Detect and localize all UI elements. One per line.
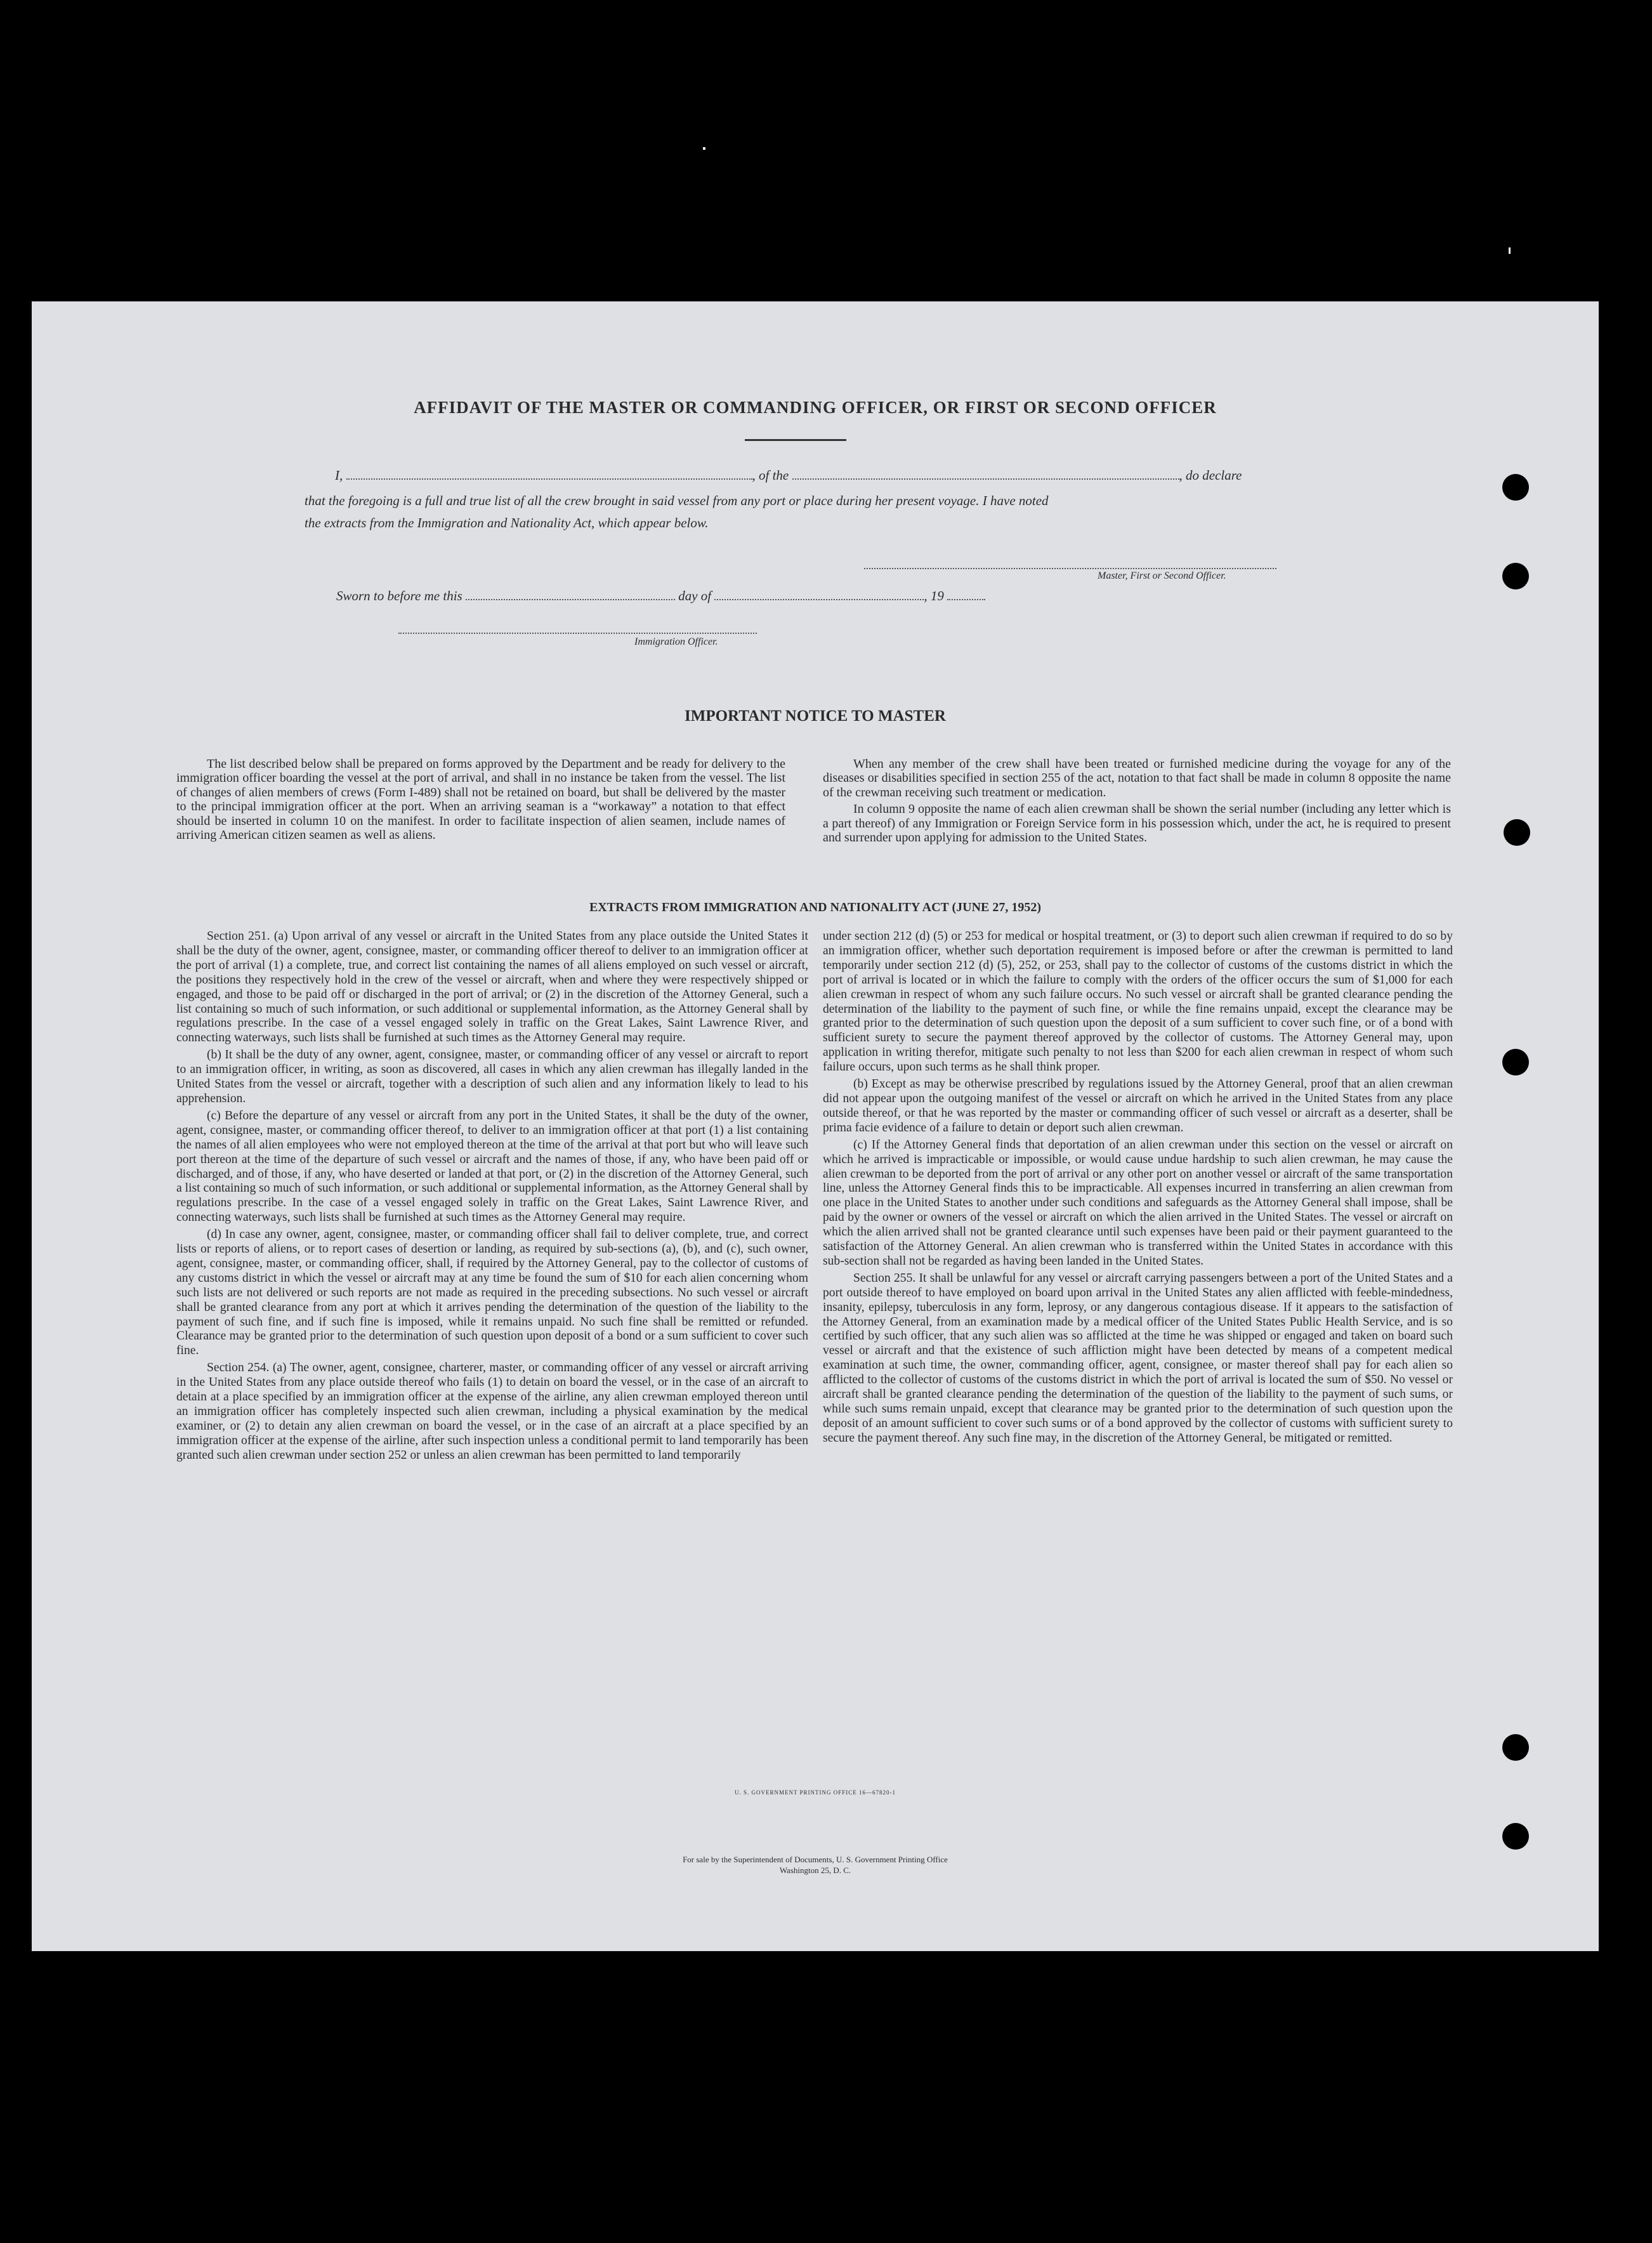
declaration-text-2: the extracts from the Immigration and Nationality Act, which appear below.: [305, 515, 709, 530]
sworn-day-blank[interactable]: [466, 595, 675, 600]
extracts-left-column: [176, 930, 808, 1463]
section-254-c: (c) If the Attorney General finds that deportation of an alien crewman under this section on the vessel or aircraft on which he arrived is impracticable or impossible, or would cause undue hardship to such alien crewman, he may cause the alien crewman to be deported from the port of arrival or any other port on another vessel or aircraft of the same transportation line, unless the Attorney General finds this to be impracticable. All expenses incurred in transferring an alien crewman from one place in the United States to another under such conditions and safeguards as the Attorney General shall impose, shall be paid by the owner or owners of the vessel or aircraft on which the alien arrived in the United States. The vessel or aircraft on which the alien arrived shall not be granted clearance until such expenses have been paid or their payment guaranteed to the satisfaction of the Attorney General. An alien crewman who is transferred within the United States in accordance with this sub-section shall not be regarded as having been landed in the United States.: [823, 1138, 1453, 1268]
sworn-label: Sworn to before me this: [336, 588, 462, 603]
section-254-a-continued: under section 212 (d) (5) or 253 for medical or hospital treatment, or (3) to deport such alien crewman if required to do so by an immigration officer, whether such deportation requirement is imposed before or after the crewman is permitted to land temporarily under section 212 (d) (5), 252, or 253, shall pay to the collector of customs of the customs district in which the port of arrival is located or in which the failure to comply with the orders of the officer occurs the sum of $1,000 for each alien crewman in respect of whom any such failure occurs. No such vessel or aircraft shall be granted clearance pending the determination of the liability to the payment of such fine, or while the fine remains unpaid, except the clearance may be granted prior to the determination of such question upon the deposit of a sum sufficient to cover such fine, or of a bond with sufficient surety to secure the payment thereof approved by the collector of customs. The Attorney General may, upon application in writing therefor, mitigate such penalty to not less than $200 for each alien crewman in respect of whom such failure occurs, upon such terms as he shall think proper.: [823, 930, 1453, 1074]
binder-hole: [1504, 819, 1530, 846]
section-255: Section 255. It shall be unlawful for any vessel or aircraft carrying passengers between a port of the United States and a port outside thereof to have employed on board upon arrival in the United States any alien afflicted with feeble-mindedness, insanity, epilepsy, tuberculosis in any form, leprosy, or any dangerous contagious disease. If it appears to the satisfaction of the Attorney General, from an examination made by a medical officer of the United States Public Health Service, and is so certified by such officer, that any such alien was so afflicted at the time he was shipped or engaged and taken on board such vessel or aircraft and that the existence of such affliction might have been detected by means of a competent medical examination at such time, the owner, commanding officer, agent, consignee, or master thereof shall pay for each alien so afflicted to the collector of customs of the customs district in which the port of arrival is located the sum of $50. No vessel or aircraft shall be granted clearance pending the determination of the question of the liability to the payment of such sums, or while such sums remain unpaid, except that clearance may be granted prior to the determination of such question upon the deposit of an amount sufficient to cover such sums or of a bond approved by the collector of customs with sufficient surety to secure the payment thereof. Any such fine may, in the discretion of the Attorney General, be mitigated or remitted.: [823, 1271, 1453, 1445]
master-signature-line[interactable]: [864, 568, 1276, 569]
of-the-label: , of the: [752, 468, 789, 483]
title-rule: [745, 439, 846, 441]
scan-speck: [1509, 247, 1511, 254]
notice-right-paragraph-1: When any member of the crew shall have been treated or furnished medicine during the voyage for any of the diseases or disabilities specified in section 255 of the act, notation to that fact shall be made in column 8 opposite the name of the crewman receiving such treatment or medication.: [823, 757, 1451, 799]
extracts-right-column: [823, 930, 1453, 1446]
declaration-line: [335, 468, 1242, 483]
sworn-year-blank[interactable]: [947, 595, 985, 600]
name-blank[interactable]: [346, 475, 752, 480]
section-254-b: (b) Except as may be otherwise prescribed by regulations issued by the Attorney General, proof that an alien crewman did not appear upon the outgoing manifest of the vessel or aircraft on which he arrived in the United States from any place outside thereof, or that he was reported by the master or commanding officer of such vessel or aircraft as a deserter, shall be prima facie evidence of a failure to detain or deport such alien crewman.: [823, 1077, 1453, 1135]
year-label: , 19: [924, 588, 944, 603]
sworn-line: [336, 588, 985, 604]
binder-hole: [1502, 1049, 1529, 1075]
section-251-b: (b) It shall be the duty of any owner, agent, consignee, master, or commanding officer of any vessel or aircraft to report to an immigration officer, in writing, as soon as discovered, all cases in which any alien crewman has illegally landed in the United States from the vessel or aircraft, together with a description of such alien and any information likely to lead to his apprehension.: [176, 1048, 808, 1105]
vessel-blank[interactable]: [792, 475, 1179, 480]
i-label: I,: [335, 468, 343, 483]
notice-left-column: [176, 757, 785, 842]
binder-hole: [1502, 474, 1529, 501]
day-of-label: day of: [678, 588, 712, 603]
officer-signature-caption: Immigration Officer.: [634, 636, 718, 647]
declare-label: , do declare: [1179, 468, 1242, 483]
form-sheet: [32, 301, 1599, 1951]
section-251-a: Section 251. (a) Upon arrival of any vessel or aircraft in the United States from any place outside the United States it shall be the duty of the owner, agent, consignee, master, or commanding officer thereof to deliver to an immigration officer at the port of arrival (1) a complete, true, and correct list containing the names of all aliens employed on such vessel or aircraft, the positions they respectively hold in the crew of the vessel or aircraft, when and where they were respectively shipped or engaged, and those to be paid off or discharged in the port of arrival; or (2) in the discretion of the Attorney General, such a list containing so much of such information, or such additional or supplemental information, as the Attorney General shall by regulations prescribe. In the case of a vessel engaged solely in traffic on the Great Lakes, Saint Lawrence River, and connecting waterways, such lists shall be furnished at such times as the Attorney General may require.: [176, 930, 808, 1045]
section-251-d: (d) In case any owner, agent, consignee, master, or commanding officer shall fail to deliver complete, true, and correct lists or reports of aliens, or to report cases of desertion or landing, as required by sub-sections (a), (b), and (c), such owner, agent, consignee, master, or commanding officer, shall, if required by the Attorney General, pay to the collector of customs of any customs district in which the vessel or aircraft may at any time be found the sum of $10 for each alien concerning whom such lists are not delivered or such reports are not made as required in the preceding subsections. No such vessel or aircraft shall be granted clearance from any port at which it arrives pending the determination of the question of the liability to the payment of such fine, and if such fine is imposed, while it remains unpaid. No such fine shall be remitted or refunded. Clearance may be granted prior to the determination of such question upon deposit of a bond or a sum sufficient to cover such fine.: [176, 1228, 808, 1358]
binder-hole: [1502, 1823, 1529, 1850]
sworn-month-blank[interactable]: [714, 595, 924, 600]
binder-hole: [1502, 563, 1529, 589]
affidavit-title: AFFIDAVIT OF THE MASTER OR COMMANDING OFFICER, OR FIRST OR SECOND OFFICER: [414, 398, 1217, 417]
notice-title: IMPORTANT NOTICE TO MASTER: [685, 707, 946, 725]
section-254-a: Section 254. (a) The owner, agent, consignee, charterer, master, or commanding officer of any vessel or aircraft arriving in the United States from any place outside thereof who fails (1) to detain on board the vessel, or in the case of an aircraft to detain at a place specified by an immigration officer at the expense of the airline, any alien crewman employed thereon until an immigration officer has completely inspected such alien crewman, including a physical examination by the medical examiner, or (2) to detain any alien crewman on board the vessel, or in the case of an aircraft at a place specified by an immigration officer at the expense of the airline, after such inspection unless a conditional permit to land temporarily has been granted such alien crewman under section 252 or unless an alien crewman has been permitted to land temporarily: [176, 1361, 808, 1462]
notice-right-column: [823, 757, 1451, 845]
sale-line-2: Washington 25, D. C.: [779, 1865, 851, 1875]
scan-speck: [703, 147, 705, 150]
notice-left-paragraph: The list described below shall be prepared on forms approved by the Department and be ready for delivery to the immigration officer boarding the vessel at the port of arrival, and shall in no instance be taken from the vessel. The list of changes of alien members of crews (Form I-489) shall not be retained on board, but shall be delivered by the master to the principal immigration officer at the port. When an arriving seaman is a “workaway” a notation to that effect should be inserted in column 10 on the manifest. In order to facilitate inspection of alien seamen, include names of arriving American citizen seamen as well as aliens.: [176, 757, 785, 843]
declaration-text-1: that the foregoing is a full and true list of all the crew brought in said vessel from any port or place during her present voyage. I have noted: [305, 493, 1049, 508]
notice-right-paragraph-2: In column 9 opposite the name of each alien crewman shall be shown the serial number (including any letter which is a part thereof) of any Immigration or Foreign Service form in his possession which, under the act, he is required to present and surrender upon applying for admission to the United States.: [823, 802, 1451, 845]
extracts-title: EXTRACTS FROM IMMIGRATION AND NATIONALITY ACT (JUNE 27, 1952): [589, 900, 1042, 914]
print-office-line: U. S. GOVERNMENT PRINTING OFFICE 16—67820-1: [734, 1789, 896, 1796]
sale-line-1: For sale by the Superintendent of Documents, U. S. Government Printing Office: [683, 1855, 948, 1864]
master-signature-caption: Master, First or Second Officer.: [1098, 570, 1226, 581]
section-251-c: (c) Before the departure of any vessel or aircraft from any port in the United States, it shall be the duty of the owner, agent, consignee, master, or commanding officer thereof, to deliver to an immigration officer at that port (1) a list containing the names of all alien employees who were not employed thereon at the time of the arrival at that port but who will leave such port thereon at the time of the departure of such vessel or aircraft and the names of those, if any, who have been paid off or discharged, and of those, if any, who have deserted or landed at that port, or (2) in the discretion of the Attorney General, such a list containing so much of such information, or such additional or supplemental information, as the Attorney General shall by regulations prescribe. In the case of a vessel engaged solely in traffic on the Great Lakes, Saint Lawrence River, and connecting waterways, such lists shall be furnished at such times as the Attorney General may require.: [176, 1108, 808, 1225]
binder-hole: [1502, 1734, 1529, 1761]
officer-signature-line[interactable]: [398, 633, 757, 634]
